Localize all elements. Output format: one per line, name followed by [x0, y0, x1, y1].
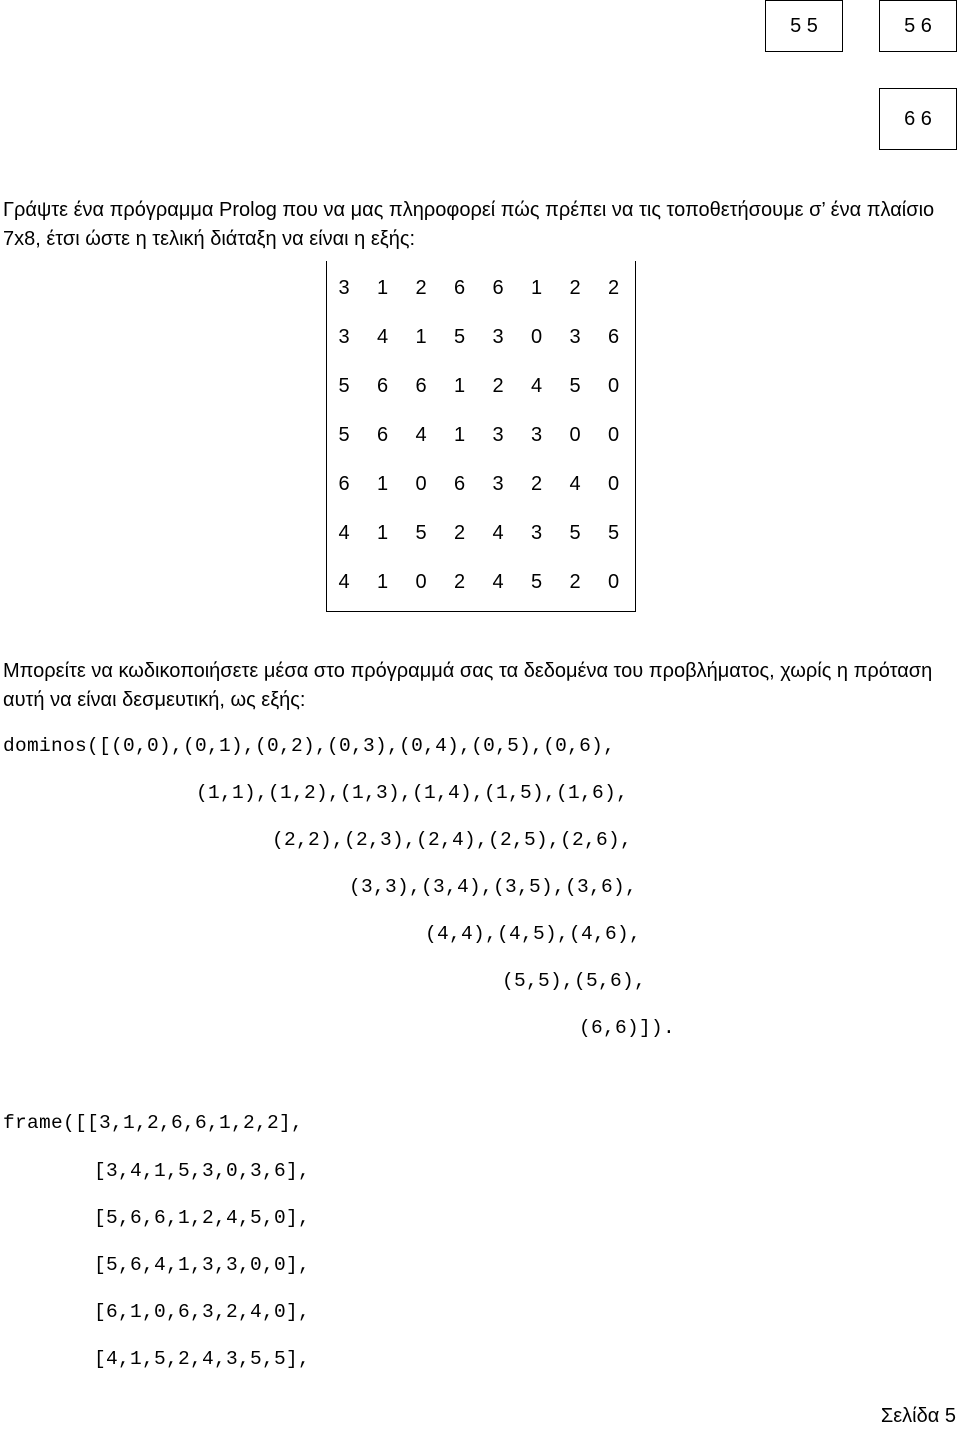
grid-cell: 6: [453, 473, 466, 495]
grid-cell: 6: [415, 375, 427, 397]
grid-row: [327, 510, 635, 559]
question-text: Γράψτε ένα πρόγραμμα Prolog που να μας πληροφορεί πώς πρέπει να τις τοποθετήσουμε σ’ ένα πλαίσιο 7x8, έτσι ώστε η τελική διάταξη να είναι η εξής:: [3, 199, 935, 250]
grid-cell: 5: [338, 424, 350, 446]
grid-cell: 4: [415, 424, 427, 446]
dominos-code-line: (3,3),(3,4),(3,5),(3,6),: [349, 876, 638, 898]
grid-cell: 6: [492, 277, 504, 299]
grid-cell: 2: [453, 522, 466, 544]
grid-cell: 2: [453, 571, 466, 593]
grid-row: [327, 461, 635, 510]
frame-code-line: [3,4,1,5,3,0,3,6],: [94, 1160, 311, 1182]
grid-cell: 2: [530, 473, 543, 495]
grid-cell: 1: [415, 326, 427, 348]
grid-cell: 4: [492, 522, 504, 544]
dominos-code-line: (1,1),(1,2),(1,3),(1,4),(1,5),(1,6),: [196, 782, 629, 804]
grid-cell: 6: [338, 473, 350, 495]
frame-code-line: [5,6,4,1,3,3,0,0],: [94, 1254, 311, 1276]
grid-cell: 0: [415, 473, 427, 495]
domino-box-6-6: 6 6: [879, 88, 957, 150]
grid-cell: 2: [607, 277, 620, 299]
grid-cell: 1: [530, 277, 543, 299]
dominos-code-line: (6,6)]).: [579, 1017, 676, 1039]
frame-code-line: [4,1,5,2,4,3,5,5],: [94, 1348, 311, 1370]
grid-row: [327, 412, 635, 461]
grid-cell: 5: [569, 522, 581, 544]
frame-code-line: [6,1,0,6,3,2,4,0],: [94, 1301, 311, 1323]
grid-cell: 0: [415, 571, 427, 593]
grid-cell: 4: [530, 375, 543, 397]
grid-cell: 2: [415, 277, 427, 299]
grid-cell: 4: [569, 473, 581, 495]
grid-cell: 6: [376, 375, 389, 397]
grid-cell: 5: [569, 375, 581, 397]
frame-grid: [326, 261, 636, 612]
grid-cell: 0: [607, 473, 620, 495]
grid-cell: 1: [376, 522, 389, 544]
grid-cell: 1: [376, 277, 389, 299]
grid-cell: 3: [338, 326, 350, 348]
domino-box-5-6: 5 6: [879, 0, 957, 52]
grid-cell: 1: [453, 375, 466, 397]
grid-cell: 0: [607, 424, 620, 446]
grid-cell: 0: [607, 571, 620, 593]
note-text: Μπορείτε να κωδικοποιήσετε μέσα στο πρόγραμμά σας τα δεδομένα του προβλήματος, χωρίς η πρόταση αυτή να είναι δεσμευτική, ως εξής:: [3, 660, 933, 711]
grid-cell: 4: [338, 522, 350, 544]
grid-cell: 2: [569, 277, 581, 299]
grid-cell: 3: [569, 326, 581, 348]
grid-cell: 4: [376, 326, 389, 348]
grid-cell: 5: [530, 571, 543, 593]
grid-row: [327, 314, 635, 363]
grid-cell: 6: [607, 326, 620, 348]
grid-cell: 1: [376, 473, 389, 495]
grid-row: [327, 363, 635, 412]
grid-cell: 0: [530, 326, 543, 348]
dominos-code-line: dominos([(0,0),(0,1),(0,2),(0,3),(0,4),(0,5),(0,6),: [3, 735, 616, 757]
dominos-code-line: (2,2),(2,3),(2,4),(2,5),(2,6),: [272, 829, 633, 851]
grid-cell: 5: [338, 375, 350, 397]
grid-cell: 6: [376, 424, 389, 446]
grid-cell: 4: [338, 571, 350, 593]
grid-cell: 3: [492, 473, 504, 495]
page-number: Σελίδα 5: [880, 1405, 956, 1427]
dominos-code-line: (5,5),(5,6),: [502, 970, 647, 992]
grid-row: [327, 559, 635, 608]
grid-cell: 3: [492, 326, 504, 348]
grid-row: [327, 265, 635, 314]
grid-cell: 4: [492, 571, 504, 593]
grid-cell: 2: [492, 375, 504, 397]
frame-code-line: frame([[3,1,2,6,6,1,2,2],: [3, 1112, 304, 1134]
grid-cell: 5: [607, 522, 620, 544]
grid-cell: 1: [453, 424, 466, 446]
grid-cell: 1: [376, 571, 389, 593]
domino-box-5-5: 5 5: [765, 0, 843, 52]
grid-cell: 2: [569, 571, 581, 593]
grid-cell: 0: [569, 424, 581, 446]
grid-cell: 6: [453, 277, 466, 299]
grid-cell: 3: [530, 522, 543, 544]
grid-cell: 5: [415, 522, 427, 544]
grid-cell: 3: [530, 424, 543, 446]
grid-cell: 3: [492, 424, 504, 446]
grid-cell: 0: [607, 375, 620, 397]
dominos-code-line: (4,4),(4,5),(4,6),: [425, 923, 642, 945]
frame-code-line: [5,6,6,1,2,4,5,0],: [94, 1207, 311, 1229]
grid-cell: 3: [338, 277, 350, 299]
grid-cell: 5: [453, 326, 466, 348]
